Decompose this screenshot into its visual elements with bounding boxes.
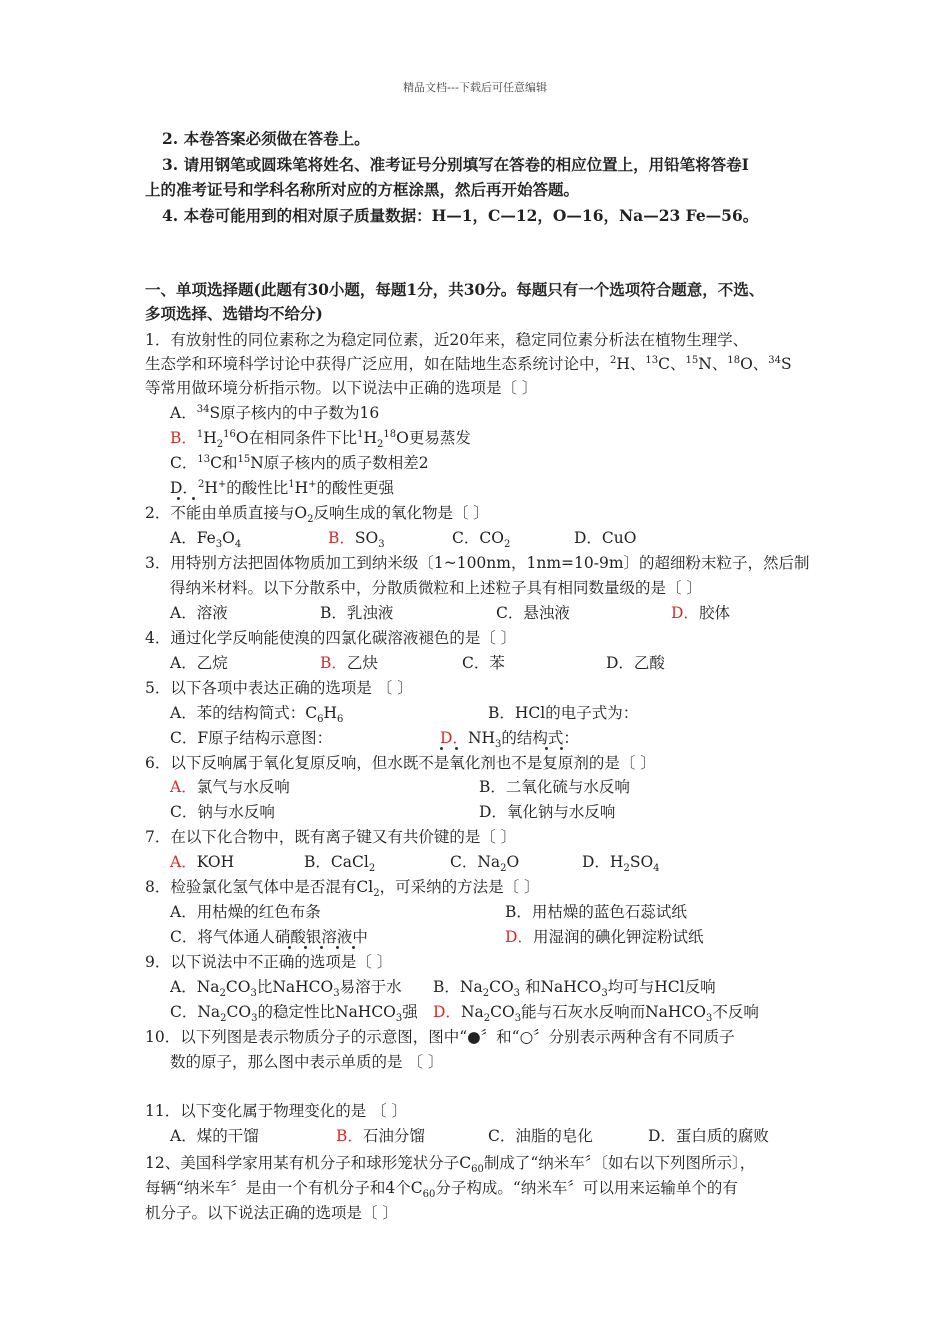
q12-line-2	[145, 1178, 738, 1201]
subscript: 2	[500, 863, 507, 875]
subscript: 3	[215, 539, 223, 551]
q12-text: 分子构成。“纳米车〞可以用来运输单个的有	[435, 1179, 738, 1197]
q10-line-1: 10．以下列图是表示物质分子的示意图，图中“●〞和“○〞分别表示两种含有不同质子	[145, 1028, 735, 1046]
option-text: O更易蒸发	[396, 429, 471, 447]
option-text: SO	[354, 529, 379, 547]
option-text: S原子核内的中子数为16	[209, 404, 380, 422]
iso-mass: 34	[196, 403, 210, 415]
iso-mass: 2	[197, 478, 205, 490]
q4-option-d: D．乙酸	[606, 654, 665, 672]
emphasis-dot	[560, 747, 563, 750]
note-3: 3. 请用钢笔或圆珠笔将姓名、准考证号分别填写在答卷的相应位置上，用铅笔将答卷Ⅰ	[162, 155, 749, 174]
option-text: 和NaHCO	[520, 978, 602, 996]
subscript: 3	[705, 1013, 713, 1025]
note-4: 4. 本卷可能用到的相对原子质量数据：H—1，C—12，O—16，Na—23 Fe—56。	[162, 206, 759, 225]
q1-line-3: 等常用做环境分析指示物。以下说法中正确的选项是〔 〕	[145, 379, 538, 397]
iso-mass: 2	[610, 354, 617, 366]
subscript: 2	[503, 539, 511, 551]
option-text: 用湿润的碘化钾淀粉试纸	[532, 928, 704, 946]
q3-option-b: B．乳浊液	[320, 604, 394, 622]
iso-mass: 34	[768, 354, 782, 366]
q1-option-b	[170, 428, 471, 451]
q2-option-c	[452, 528, 511, 551]
section-title: 一、单项选择题(此题有30小题，每题1分，共30分。每题只有一个选项符合题意，不选、	[145, 280, 765, 299]
q3-option-c: C．悬浊液	[496, 604, 570, 622]
q3-option-d	[671, 603, 730, 623]
subscript: 6	[336, 714, 344, 726]
subscript: 3	[514, 1013, 522, 1025]
q2-stem-text: 2．不能由单质直接与O	[145, 504, 308, 522]
subscript: 4	[234, 539, 242, 551]
option-text: D．H	[582, 853, 624, 871]
answer-mark: A．	[170, 778, 197, 796]
subscript: 2	[482, 988, 490, 1000]
option-text: 氯气与水反响	[196, 778, 290, 796]
emphasis-dot	[336, 946, 339, 949]
q5-option-d	[440, 728, 579, 751]
q6-option-b: B．二氧化硫与水反响	[479, 778, 630, 796]
subscript: 60	[471, 1164, 484, 1176]
emphasis-dot	[352, 946, 355, 949]
q12-text: 12、美国科学家用某有机分子和球形笼状分子C	[145, 1154, 472, 1172]
subscript: 4	[653, 863, 660, 875]
q1-line-2	[145, 354, 792, 374]
option-text: NH	[467, 729, 496, 747]
option-text: CO	[489, 978, 514, 996]
q6-stem: 6．以下反响属于氧化复原反响，但水既不是氧化剂也不是复原剂的是〔 〕	[145, 754, 656, 772]
iso-mass: 18	[383, 428, 397, 440]
q2-option-a	[170, 528, 242, 551]
q3-option-a: A．溶液	[170, 604, 228, 622]
q3-line-2: 得纳米材料。以下分散系中，分散质微粒和上述粒子具有相同数量级的是〔 〕	[170, 579, 702, 597]
option-text: C．CO	[452, 529, 504, 547]
option-text: C和	[210, 454, 238, 472]
option-text: A．Na	[170, 978, 220, 996]
q4-option-a: A．乙烷	[170, 654, 228, 672]
option-text: H	[323, 704, 337, 722]
option-text: A．苯的结构简式：C	[170, 704, 318, 722]
iso-mass: 16	[223, 428, 236, 440]
charge: +	[217, 478, 227, 490]
option-text: Na	[460, 1003, 484, 1021]
subscript: 2	[216, 439, 224, 451]
q2-stem-text: 反响生成的氧化物是〔 〕	[313, 504, 489, 522]
subscript: 2	[373, 888, 380, 900]
q9-option-c	[170, 1002, 418, 1025]
q11-option-c: C．油脂的皂化	[488, 1127, 593, 1145]
q5-option-a	[170, 703, 344, 726]
emphasis-dot	[320, 946, 323, 949]
subscript: 3	[378, 539, 385, 551]
note-3-cont: 上的准考证号和学科名称所对应的方框涂黑，然后再开始答题。	[145, 180, 580, 199]
subscript: 2	[307, 514, 314, 526]
subscript: 3	[333, 988, 340, 1000]
q3-line-1: 3．用特别方法把固体物质加工到纳米级〔1~100nm，1nm=10-9m〕的超细粉末粒子，然后制	[145, 554, 810, 572]
option-text: O	[506, 853, 520, 871]
subscript: 2	[623, 863, 630, 875]
q8-option-d	[505, 927, 703, 947]
q5-option-b: B．HCl的电子式为：	[488, 704, 639, 722]
emphasis-dot	[440, 747, 443, 750]
answer-mark: D．	[505, 928, 533, 946]
q11-stem: 11．以下变化属于物理变化的是 〔 〕	[145, 1102, 408, 1120]
option-letter: A．	[170, 404, 197, 422]
q9-option-a	[170, 977, 402, 1000]
element: H	[363, 429, 378, 447]
iso-mass: 1	[357, 428, 364, 440]
subscript: 2	[377, 439, 384, 451]
subscript: 3	[251, 1013, 258, 1025]
option-text: 强	[402, 1003, 418, 1021]
q1-line-1: 1．有放射性的同位素称之为稳定同位素，近20年来，稳定同位素分析法在植物生理学、	[145, 331, 749, 349]
emphasis-dot	[455, 747, 458, 750]
option-text: O	[222, 529, 235, 547]
q1-option-a	[170, 403, 379, 423]
option-text: O在相同条件下比	[235, 429, 358, 447]
q1-line-2-text: 生态学和环境科学讨论中获得广泛应用，如在陆地生态系统讨论中，	[145, 355, 611, 373]
iso-mass: 13	[645, 354, 659, 366]
option-text: 的酸性比	[226, 479, 289, 497]
iso-symbol: S	[781, 355, 792, 373]
subscript: 6	[317, 714, 324, 726]
iso-symbol: H、	[616, 355, 646, 373]
element: H	[203, 429, 217, 447]
q1-option-d	[170, 478, 394, 498]
q8-option-c: C．将气体通人硝酸银溶液中	[170, 928, 368, 946]
subscript: 2	[220, 1013, 227, 1025]
option-text: 易溶于水	[339, 978, 402, 996]
charge: +	[308, 478, 317, 490]
iso-mass: 13	[197, 453, 211, 465]
subscript: 3	[495, 739, 502, 751]
q8-stem-text: 8．检验氯化氢气体中是否混有Cl	[145, 878, 374, 896]
q6-option-a	[170, 777, 290, 797]
answer-mark: B．	[328, 529, 355, 547]
q11-option-a: A．煤的干馏	[170, 1127, 259, 1145]
q7-option-a	[170, 852, 234, 872]
answer-mark: B．	[320, 654, 347, 672]
subscript: 3	[601, 988, 608, 1000]
element: H	[204, 479, 218, 497]
subscript: 2	[368, 863, 376, 875]
q11-option-b	[336, 1126, 425, 1146]
answer-mark: D．	[671, 604, 699, 622]
emphasis-dot	[288, 946, 291, 949]
q12-text: 制成了“纳米车〞〔如右以下列图所示〕，	[483, 1154, 756, 1172]
q9-option-d	[433, 1002, 759, 1025]
option-text: 的稳定性比NaHCO	[257, 1003, 396, 1021]
q2-option-b	[328, 528, 385, 551]
subscript: 2	[219, 988, 226, 1000]
emphasis-dot	[545, 747, 548, 750]
emphasis-dot	[177, 497, 180, 500]
iso-mass: 1	[288, 478, 295, 490]
option-text: A．Fe	[170, 529, 216, 547]
option-text: CO	[225, 978, 251, 996]
q8-stem	[145, 877, 540, 900]
q11-option-d: D．蛋白质的腐败	[648, 1127, 769, 1145]
option-text: CO	[490, 1003, 515, 1021]
iso-symbol: C、	[658, 355, 686, 373]
option-text: SO	[629, 853, 654, 871]
option-text: 的结构式：	[501, 729, 579, 747]
q6-option-c: C．钠与水反响	[170, 803, 275, 821]
q2-option-d: D．CuO	[574, 529, 637, 547]
q10-line-2: 数的原子，那么图中表示单质的是 〔 〕	[170, 1053, 444, 1071]
answer-mark: B．	[336, 1127, 363, 1145]
option-letter: C．	[170, 454, 198, 472]
option-text: B．CaCl	[304, 853, 369, 871]
q9-option-b	[433, 977, 716, 1000]
iso-symbol: N、	[698, 355, 728, 373]
option-text: 的酸性更强	[316, 479, 395, 497]
q2-stem	[145, 503, 489, 526]
q12-line-1	[145, 1153, 756, 1176]
option-text: 能与石灰水反响而NaHCO	[521, 1003, 706, 1021]
q8-option-a: A．用枯燥的红色布条	[170, 903, 321, 921]
option-text: N原子核内的质子数相差2	[250, 454, 429, 472]
option-text: 比NaHCO	[256, 978, 334, 996]
option-text: CO	[226, 1003, 252, 1021]
iso-mass: 15	[237, 453, 251, 465]
option-text: 石油分馏	[362, 1127, 425, 1145]
section-title-cont: 多项选择、选错均不给分)	[145, 304, 323, 323]
q7-option-d	[582, 852, 660, 875]
emphasis-dot	[192, 497, 195, 500]
q1-option-c	[170, 453, 429, 473]
q4-option-c: C．苯	[462, 654, 505, 672]
q4-stem: 4．通过化学反响能使溴的四氯化碳溶液褪色的是〔 〕	[145, 629, 517, 647]
answer-mark: D．	[433, 1003, 461, 1021]
q12-text: 每辆“纳米车〞是由一个有机分子和4个C	[145, 1179, 423, 1197]
q6-option-d: D．氧化钠与水反响	[479, 803, 616, 821]
option-text: C．Na	[450, 853, 501, 871]
page-header: 精品文档---下载后可任意编辑	[403, 81, 547, 94]
answer-mark: A．	[170, 853, 197, 871]
subscript: 2	[483, 1013, 491, 1025]
q8-option-b: B．用枯燥的蓝色石蕊试纸	[505, 903, 687, 921]
iso-mass: 18	[727, 354, 741, 366]
option-text: KOH	[196, 853, 235, 871]
emphasis-dot	[304, 946, 307, 949]
q9-stem: 9．以下说法中不正确的选项是〔 〕	[145, 953, 393, 971]
subscript: 3	[395, 1013, 403, 1025]
q5-stem: 5．以下各项中表达正确的选项是 〔 〕	[145, 679, 413, 697]
subscript: 60	[422, 1189, 436, 1201]
option-text: C．Na	[170, 1003, 221, 1021]
element: H	[294, 479, 309, 497]
subscript: 3	[250, 988, 257, 1000]
iso-mass: 1	[196, 428, 204, 440]
q8-stem-text: ，可采纳的方法是〔 〕	[379, 878, 540, 896]
option-text: 不反响	[712, 1003, 759, 1021]
q7-stem: 7．在以下化合物中，既有离子键又有共价键的是〔 〕	[145, 828, 517, 846]
q7-option-b	[304, 852, 376, 875]
option-text: 胶体	[698, 604, 730, 622]
iso-mass: 15	[685, 354, 699, 366]
iso-symbol: O、	[740, 355, 769, 373]
q7-option-c	[450, 852, 520, 875]
note-2: 2. 本卷答案必须做在答卷上。	[162, 129, 370, 148]
answer-mark: D．	[440, 729, 468, 747]
answer-mark: B．	[170, 429, 197, 447]
option-text: 均可与HCl反响	[607, 978, 716, 996]
q5-option-c: C．F原子结构示意图：	[170, 729, 333, 747]
subscript: 3	[513, 988, 521, 1000]
q4-option-b	[320, 653, 378, 673]
q12-line-3: 机分子。以下说法正确的选项是〔 〕	[145, 1204, 398, 1222]
option-text: 乙炔	[346, 654, 378, 672]
option-text: B．Na	[433, 978, 483, 996]
option-letter: D．	[170, 479, 198, 497]
